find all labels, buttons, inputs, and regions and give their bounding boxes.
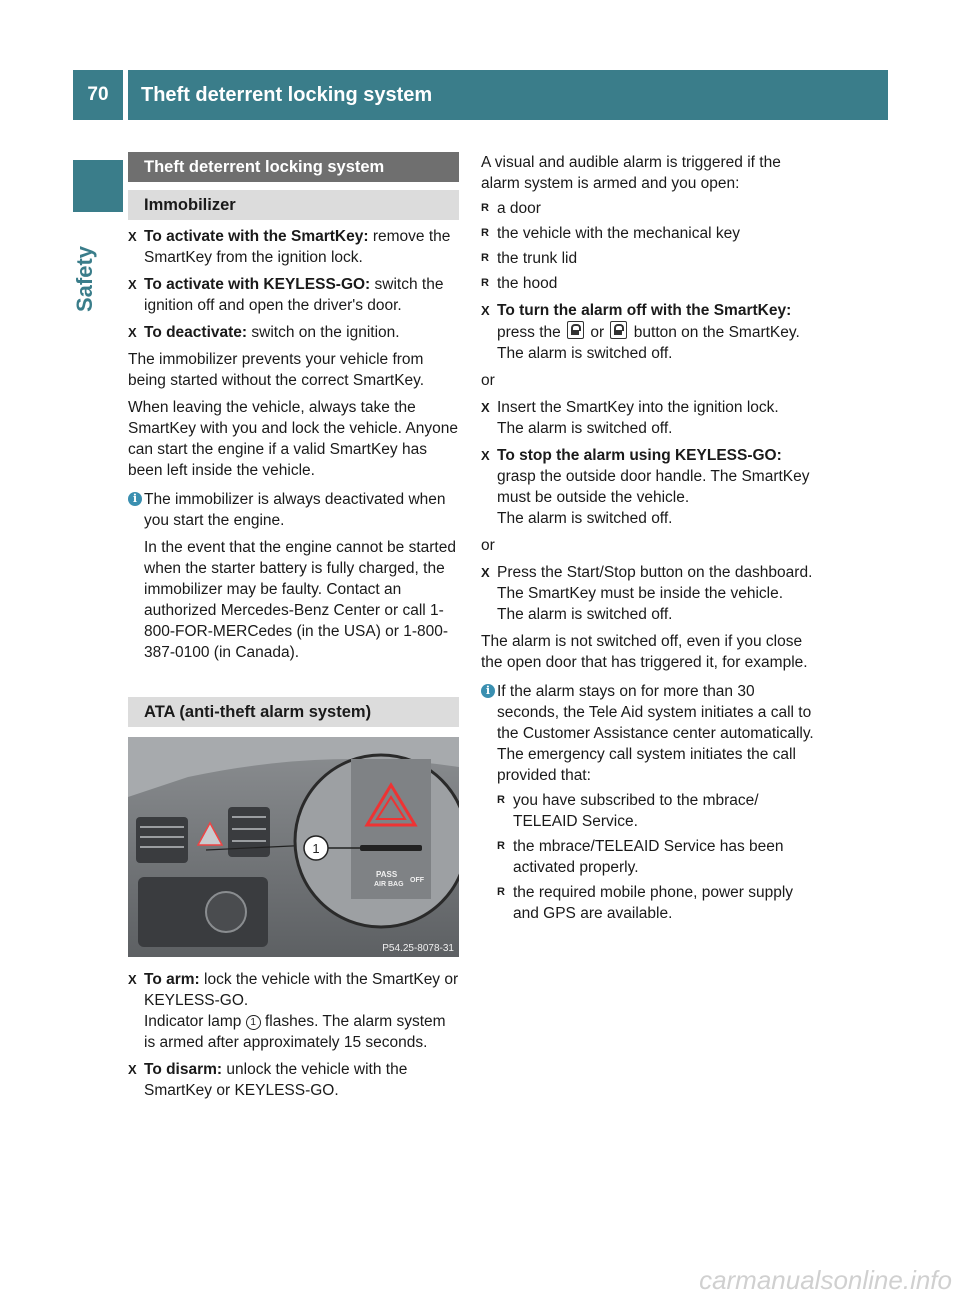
- step-press-start-stop: X Press the Start/Stop button on the dashboard. The SmartKey must be inside the vehicle. The alarm is switched off.: [481, 564, 813, 623]
- step-arrow-icon: X: [128, 325, 137, 340]
- paragraph: The alarm is not switched off, even if you close the open door that has triggered it, for example.: [481, 633, 808, 671]
- header-title: Theft deterrent locking system: [141, 84, 433, 106]
- step-arrow-icon: X: [128, 972, 137, 987]
- list-item: R you have subscribed to the mbrace/ TELEAID Service.: [497, 792, 759, 830]
- bullet-icon: R: [481, 227, 489, 239]
- step-arrow-icon: X: [481, 400, 490, 415]
- bullet-icon: R: [497, 794, 505, 806]
- step-arm: X To arm: lock the vehicle with the SmartKey or KEYLESS-GO. Indicator lamp 1 flashes. The alarm system is armed after approximately 15 seconds.: [128, 971, 459, 1051]
- step-turn-off-smartkey: X To turn the alarm off with the SmartKey: press the or button on the SmartKey. The alarm is switched off.: [481, 302, 800, 362]
- dashboard-photo: [128, 737, 459, 957]
- list-item: R the mbrace/TELEAID Service has been activated properly.: [497, 838, 784, 876]
- step-arrow-icon: X: [481, 303, 490, 318]
- step-arrow-icon: X: [128, 1062, 137, 1077]
- step-activate-smartkey: X To activate with the SmartKey: remove the SmartKey from the ignition lock.: [128, 228, 451, 266]
- subsection-ata: ATA (anti-theft alarm system): [128, 697, 459, 727]
- bullet-icon: R: [497, 886, 505, 898]
- bullet-icon: R: [497, 840, 505, 852]
- paragraph: When leaving the vehicle, always take the SmartKey with you and lock the vehicle. Anyone can start the engine if a valid SmartKey has been left inside the vehicle.: [128, 399, 458, 479]
- paragraph: The immobilizer prevents your vehicle from being started without the correct SmartKey.: [128, 351, 425, 389]
- info-icon: i: [128, 492, 142, 506]
- or-text: or: [481, 372, 495, 389]
- info-icon: i: [481, 684, 495, 698]
- watermark: carmanualsonline.info: [699, 1265, 952, 1295]
- list-item: R the hood: [481, 275, 558, 292]
- unlock-icon: [567, 321, 584, 339]
- list-item: R the required mobile phone, power supply and GPS are available.: [497, 884, 794, 922]
- step-insert-smartkey: X Insert the SmartKey into the ignition lock. The alarm is switched off.: [481, 399, 779, 437]
- side-tab-marker: [73, 160, 123, 212]
- step-stop-keyless: X To stop the alarm using KEYLESS-GO: grasp the outside door handle. The SmartKey must be outside the vehicle. The alarm is switched off.: [481, 447, 810, 527]
- step-activate-keyless: X To activate with KEYLESS-GO: switch the ignition off and open the driver's door.: [128, 276, 444, 314]
- section-title: Theft deterrent locking system: [128, 152, 459, 182]
- step-disarm: X To disarm: unlock the vehicle with the SmartKey or KEYLESS-GO.: [128, 1061, 408, 1099]
- list-item: R a door: [481, 200, 541, 217]
- off-label: OFF: [410, 877, 424, 884]
- bullet-icon: R: [481, 252, 489, 264]
- lock-icon: [610, 321, 627, 339]
- bullet-icon: R: [481, 277, 489, 289]
- step-arrow-icon: X: [481, 565, 490, 580]
- photo-caption: P54.25-8078-31: [382, 943, 454, 954]
- subsection-immobilizer: Immobilizer: [128, 190, 459, 220]
- callout-1-icon: 1: [246, 1015, 261, 1030]
- paragraph: A visual and audible alarm is triggered if the alarm system is armed and you open:: [481, 154, 781, 192]
- right-column: [481, 152, 815, 924]
- info-note: i The immobilizer is always deactivated when you start the engine. In the event that the engine cannot be started when the starter battery is fully charged, the immobilizer may be faulty. Contact an authorized Mercedes-Benz Center or call 1-800-FOR-MERCedes (in the USA) or 1-800-387-0100 (in Canada).: [128, 489, 459, 663]
- left-column: [128, 152, 459, 1101]
- info-note: i If the alarm stays on for more than 30 seconds, the Tele Aid system initiates a call to the Customer Assistance center automatically. The emergency call system initiates the call provided that: R you have subscribed to the mbrace/ TELEAID Service. R the mbrace/TELEAID Service has been activated properly. R the required mobile phone, power supply and GPS are available.: [481, 681, 815, 924]
- bullet-icon: R: [481, 202, 489, 214]
- list-item: R the trunk lid: [481, 250, 578, 267]
- step-deactivate: X To deactivate: switch on the ignition.: [128, 324, 400, 341]
- step-arrow-icon: X: [128, 277, 137, 292]
- or-text: or: [481, 537, 495, 554]
- list-item: R the vehicle with the mechanical key: [481, 225, 740, 242]
- page-number: 70: [87, 84, 109, 105]
- airbag-label: AIR BAG: [374, 881, 404, 888]
- step-arrow-icon: X: [481, 448, 490, 463]
- side-chapter-label: Safety: [72, 245, 97, 312]
- dashboard-illustration: [128, 737, 459, 957]
- step-arrow-icon: X: [128, 229, 137, 244]
- pass-label: PASS: [376, 870, 398, 879]
- callout-number: 1: [312, 841, 320, 856]
